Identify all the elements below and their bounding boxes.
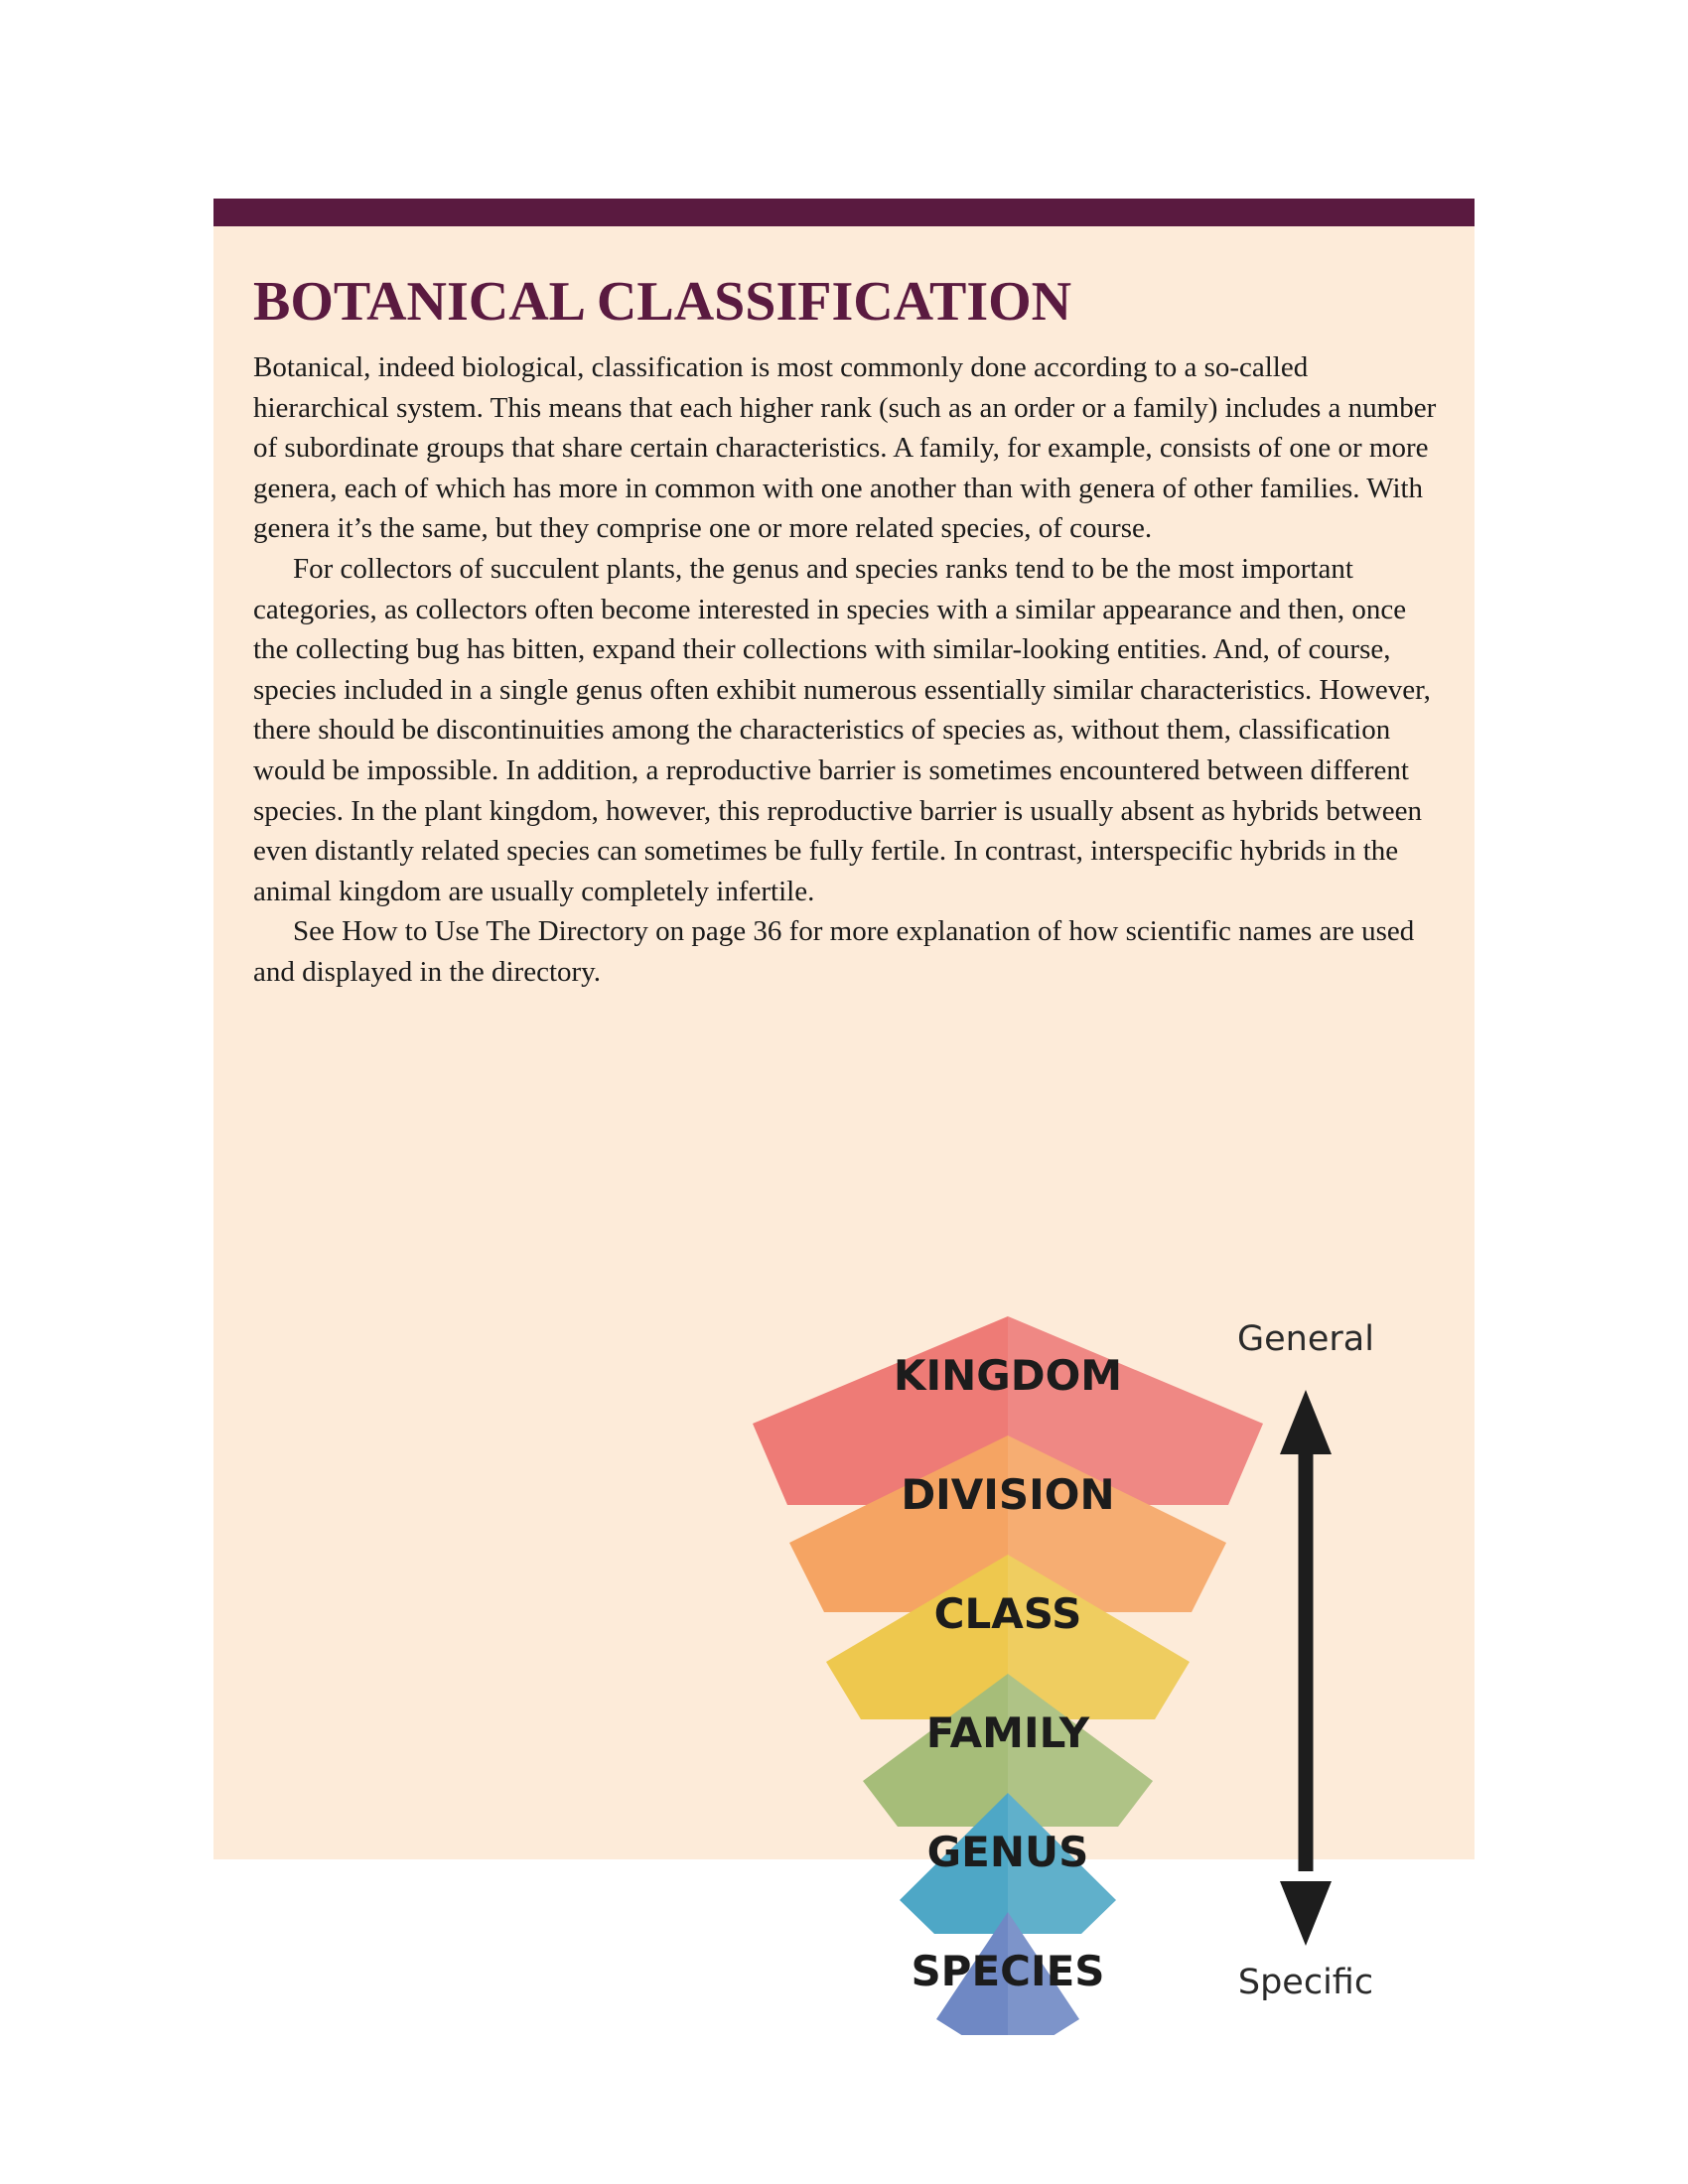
tier-label-species: SPECIES	[911, 1947, 1105, 1995]
body-text	[253, 347, 1445, 993]
paragraph-2: For collectors of succulent plants, the genus and species ranks tend to be the most important categories, as collectors often become interested in species with a similar appearance and then, once the collecting bug has bitten, expand their collections with similar-looking entities. And, of course, species included in a single genus often exhibit numerous essentially similar characteristics. However, there should be discontinuities among the characteristics of species as, without them, classification would be impossible. In addition, a reproductive barrier is sometimes encountered between different species. In the plant kingdom, however, this reproductive barrier is usually absent as hybrids between even distantly related species can sometimes be fully fertile. In contrast, interspecific hybrids in the animal kingdom are usually completely infertile.	[253, 552, 1431, 907]
paragraph-1: Botanical, indeed biological, classification is most commonly done according to a so-called hierarchical system. This means that each higher rank (such as an order or a family) includes a number of subordinate groups that share certain characteristics. A family, for example, consists of one or more genera, each of which has more in common with one another than with genera of other families. With genera it’s the same, but they comprise one or more related species, of course.	[253, 351, 1437, 545]
tier-label-kingdom: KINGDOM	[893, 1351, 1123, 1400]
specific-label: Specific	[1237, 1963, 1374, 2002]
sidebar-top-bar	[213, 199, 1475, 226]
classification-pyramid-diagram	[710, 1300, 1465, 2035]
sidebar-box	[213, 199, 1475, 2002]
arrow-head-down	[1280, 1881, 1332, 1946]
general-label: General	[1237, 1319, 1374, 1359]
paragraph-3: See How to Use The Directory on page 36 for more explanation of how scientific names are used and displayed in the directory.	[253, 915, 1415, 988]
arrow-head-up	[1280, 1390, 1332, 1454]
tier-label-division: DIVISION	[901, 1470, 1115, 1519]
tier-label-family: FAMILY	[925, 1708, 1090, 1757]
tier-label-class: CLASS	[933, 1589, 1082, 1638]
page-title: BOTANICAL CLASSIFICATION	[253, 271, 1072, 333]
pyramid-tiers	[753, 1316, 1263, 2035]
tier-label-genus: GENUS	[926, 1828, 1089, 1876]
general-specific-arrow	[1280, 1390, 1332, 1946]
